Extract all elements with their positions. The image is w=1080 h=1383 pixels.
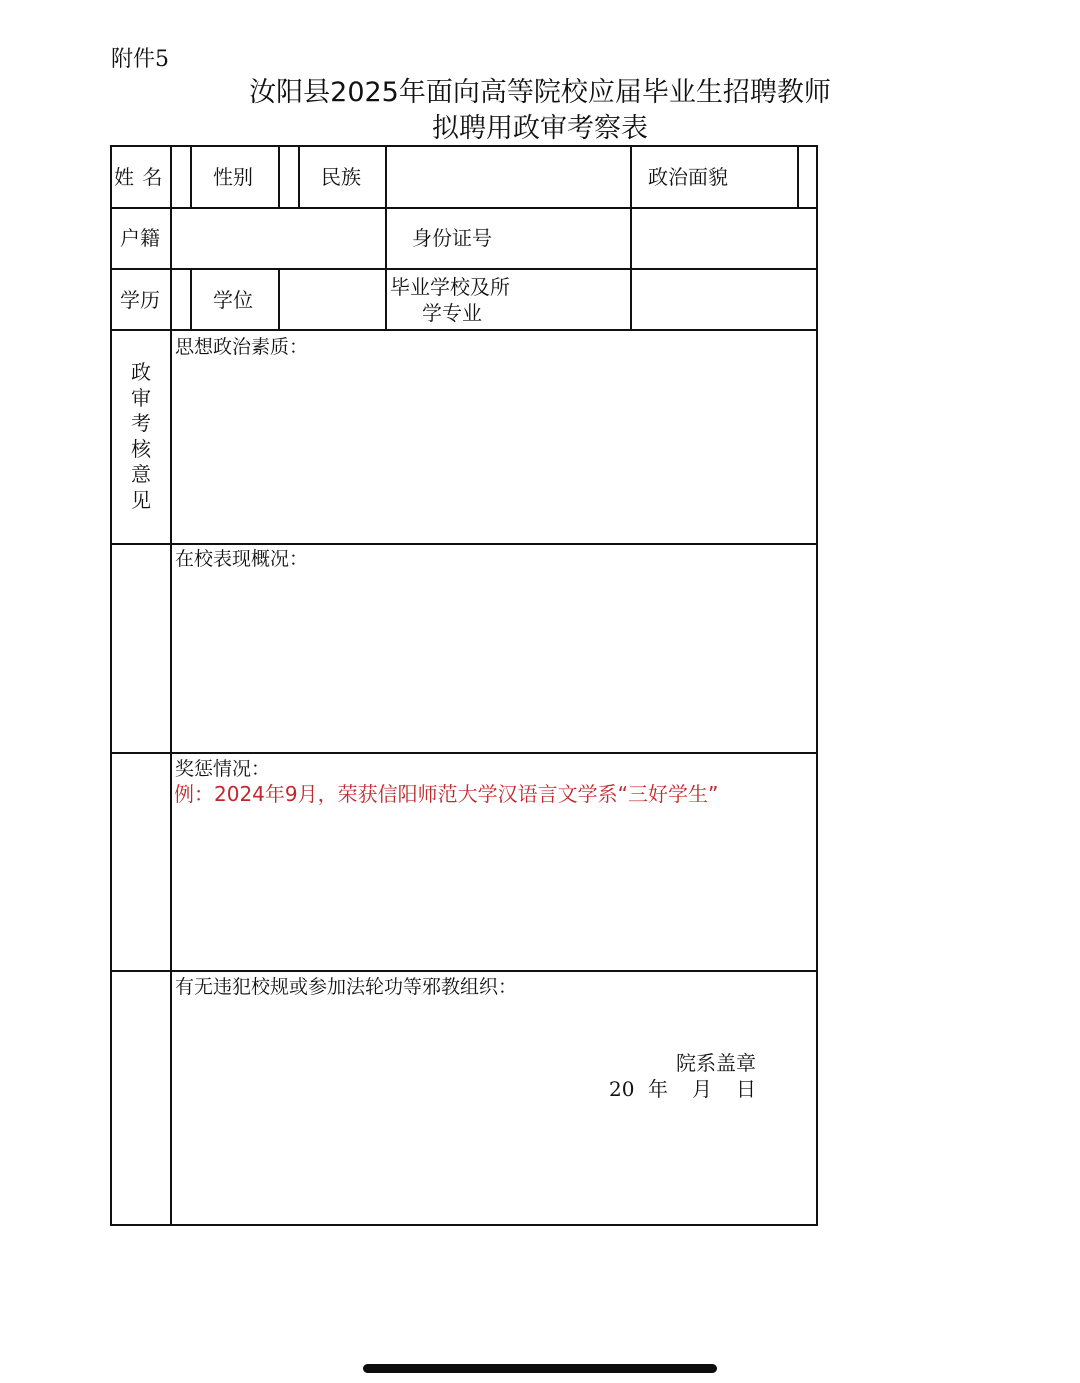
rewards-punishments-label: 奖惩情况： [175,758,271,780]
column-divider [630,145,632,208]
column-divider [797,145,799,208]
row-divider [110,207,818,209]
school-major-label-line-2: 学专业 [422,301,482,325]
department-seal-label: 院系盖章 [676,1051,756,1075]
form-title-line-2: 拟聘用政审考察表 [432,113,648,144]
column-divider [190,268,192,330]
column-divider [385,145,387,208]
education-label: 学历 [120,288,160,312]
row-divider [110,752,818,754]
table-border-left [110,145,112,1226]
violations-label: 有无违犯校规或参加法轮功等邪教组织： [175,976,518,998]
review-opinion-label: 政审考核意见 [131,360,151,512]
row-divider [110,329,818,331]
date-year-label: 年 [648,1077,668,1101]
column-divider [630,268,632,330]
date-month-label: 月 [692,1077,712,1101]
column-divider [278,145,280,208]
table-border-top [110,145,818,147]
column-divider [298,145,300,208]
school-major-label-line-1: 毕业学校及所 [390,275,510,299]
home-indicator[interactable] [363,1364,717,1373]
rewards-example-text: 例：2024年9月，荣获信阳师范大学汉语言文学系“三好学生” [174,782,719,806]
column-divider [190,145,192,208]
label-column-divider [170,145,172,1226]
row-divider [110,268,818,270]
hukou-label: 户籍 [120,226,160,250]
column-divider [278,268,280,330]
id-number-label: 身份证号 [412,226,492,250]
date-day-label: 日 [736,1077,756,1101]
name-label: 姓 名 [114,165,164,189]
political-status-label: 政治面貌 [648,165,728,189]
attachment-number: 附件5 [111,47,169,72]
ethnicity-label: 民族 [321,165,361,189]
column-divider [630,207,632,269]
political-quality-label: 思想政治素质： [175,336,309,358]
degree-label: 学位 [213,288,253,312]
column-divider [385,207,387,269]
table-border-bottom [110,1224,818,1226]
row-divider [110,970,818,972]
date-year-prefix: 20 [609,1077,635,1101]
table-border-right [816,145,818,1226]
form-title-line-1: 汝阳县2025年面向高等院校应届毕业生招聘教师 [249,77,831,108]
school-performance-label: 在校表现概况： [175,548,309,570]
gender-label: 性别 [213,165,253,189]
row-divider [110,543,818,545]
column-divider [385,268,387,330]
